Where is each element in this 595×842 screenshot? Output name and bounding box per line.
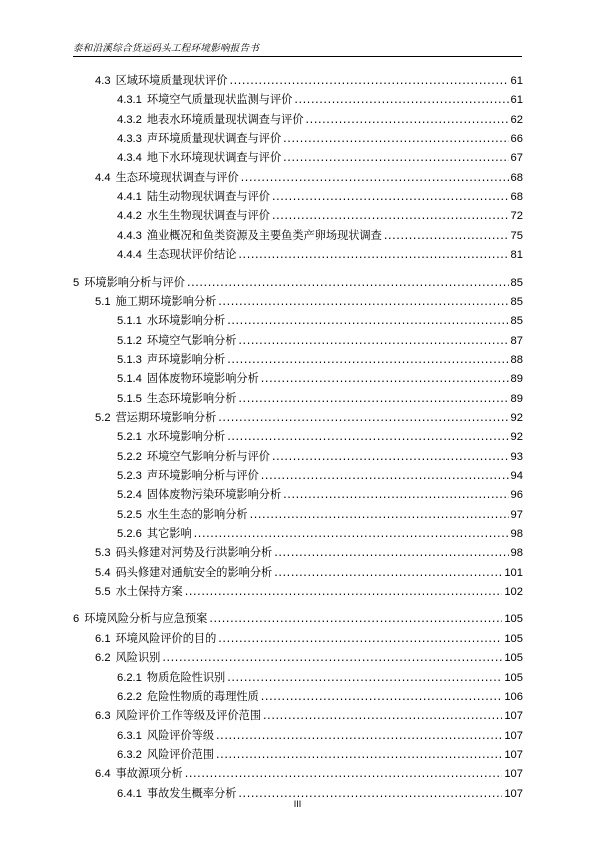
toc-entry-number: 4.4 [95, 171, 111, 184]
toc-entry-page: 61 [510, 75, 523, 87]
toc-entry-title: 水生生物现状调查与评价 [146, 209, 270, 223]
toc-entry-4-4-2[interactable] [117, 207, 523, 225]
toc-entry-number: 5.1.2 [117, 334, 142, 347]
toc-entry-title: 事故发生概率分析 [146, 786, 237, 800]
toc-entry-title: 风险评价范围 [146, 747, 215, 761]
toc-entry-title: 地下水环境现状调查与评价 [146, 151, 282, 165]
toc-entry-5-4[interactable] [95, 564, 523, 582]
toc-entry-5-5[interactable] [95, 583, 523, 601]
toc-entry-number: 5.3 [95, 547, 111, 560]
toc-entry-page: 107 [504, 768, 523, 781]
toc-entry-5-1[interactable] [95, 293, 523, 311]
toc-entry-title: 声环境影响分析 [146, 352, 226, 366]
toc-entry-title: 固体废物污染环境影响分析 [146, 488, 282, 502]
toc-entry-number: 6 [73, 613, 80, 626]
toc-entry-number: 6.2 [95, 652, 111, 665]
toc-entry-page: 107 [504, 787, 523, 800]
toc-entry-5-2-3[interactable] [117, 467, 523, 485]
dot-leader [384, 227, 509, 245]
dot-leader [261, 688, 503, 706]
toc-entry-page: 68 [510, 171, 523, 184]
dot-leader [272, 448, 509, 466]
dot-leader [229, 72, 508, 90]
toc-entry-5-2-4[interactable] [117, 486, 523, 504]
toc-entry-number: 4.4.3 [117, 229, 142, 242]
toc-entry-number: 5.1.5 [117, 392, 142, 405]
toc-entry-5-2-1[interactable] [117, 428, 523, 446]
dot-leader [261, 467, 509, 485]
toc-entry-number: 5.2.6 [117, 528, 142, 541]
toc-entry-page: 92 [510, 431, 523, 444]
toc-entry-5-3[interactable] [95, 544, 523, 562]
toc-entry-number: 5.1.1 [117, 315, 142, 328]
toc-entry-page: 98 [510, 528, 523, 541]
toc-entry-title: 营运期环境影响分析 [115, 410, 217, 424]
toc-entry-number: 6.2.2 [117, 690, 142, 703]
toc-entry-4-4-4[interactable] [117, 246, 523, 264]
toc-entry-page: 85 [510, 315, 523, 328]
toc-entry-number: 5.2 [95, 411, 111, 424]
dot-leader [194, 525, 509, 543]
toc-entry-page: 62 [510, 113, 523, 126]
header-rule [73, 56, 522, 57]
toc-entry-number: 6.4 [95, 768, 111, 781]
toc-entry-number: 5.2.1 [117, 431, 142, 444]
toc-entry-5-2-5[interactable] [117, 506, 523, 524]
page-number: III [293, 799, 302, 809]
toc-entry-number: 5 [73, 276, 80, 289]
dot-leader [241, 169, 509, 187]
toc-entry-6-3-2[interactable] [117, 746, 523, 764]
toc-entry-number: 5.1 [95, 295, 111, 308]
toc-entry-title: 地表水环境质量现状调查与评价 [146, 112, 304, 126]
toc-entry-6-3[interactable] [95, 707, 523, 725]
toc-entry-number: 4.4.4 [117, 249, 142, 262]
toc-entry-title: 生态环境影响分析 [146, 391, 237, 405]
toc-entry-number: 6.3.2 [117, 748, 142, 761]
toc-entry-5-2-2[interactable] [117, 448, 523, 466]
toc-entry-title: 环境空气影响分析 [146, 333, 237, 347]
toc-entry-number: 4.4.1 [117, 191, 142, 204]
dot-leader [162, 649, 502, 667]
toc-entry-number: 5.1.3 [117, 353, 142, 366]
toc-entry-number: 4.3.4 [117, 152, 142, 165]
toc-entry-6-2-2[interactable] [117, 688, 523, 706]
running-header: 泰和沿溪综合货运码头工程环境影响报告书 [73, 43, 260, 54]
toc-entry-title: 其它影响 [146, 527, 192, 541]
toc-entry-title: 风险评价工作等级及评价范围 [115, 709, 262, 723]
dot-leader [274, 564, 502, 582]
toc-entry-4-3[interactable] [95, 72, 523, 90]
toc-entry-number: 5.5 [95, 586, 111, 599]
dot-leader [272, 188, 509, 206]
toc-entry-title: 生态现状评价结论 [146, 248, 237, 262]
toc-entry-6-3-1[interactable] [117, 727, 523, 745]
toc-entry-4-3-4[interactable] [117, 149, 523, 167]
toc-entry-title: 区域环境质量现状评价 [115, 74, 228, 87]
toc-entry-title: 水环境影响分析 [146, 430, 226, 444]
toc-entry-page: 105 [504, 652, 523, 665]
toc-entry-title: 物质危险性识别 [146, 670, 226, 684]
toc-entry-6[interactable] [73, 610, 523, 628]
dot-leader [238, 246, 508, 264]
toc-entry-number: 4.3.3 [117, 133, 142, 146]
toc-entry-number: 4.3 [95, 75, 111, 87]
dot-leader [283, 130, 508, 148]
toc-entry-number: 6.4.1 [117, 787, 142, 800]
dot-leader [283, 149, 508, 167]
toc-entry-5-1-4[interactable] [117, 370, 523, 388]
dot-leader [263, 707, 502, 725]
toc-entry-page: 85 [510, 295, 523, 308]
toc-entry-title: 环境风险分析与应急预案 [84, 612, 208, 626]
toc-entry-5[interactable] [73, 274, 523, 292]
toc-entry-4-3-3[interactable] [117, 130, 523, 148]
toc-entry-title: 风险评价等级 [146, 728, 215, 742]
dot-leader [261, 370, 509, 388]
toc-entry-number: 5.1.4 [117, 373, 142, 386]
toc-entry-page: 106 [504, 690, 523, 703]
toc-entry-4-4[interactable] [95, 169, 523, 187]
toc-entry-page: 66 [510, 133, 523, 146]
dot-leader [185, 765, 503, 783]
toc-entry-title: 码头修建对河势及行洪影响分析 [115, 546, 273, 560]
toc-entry-4-3-1[interactable] [117, 91, 523, 109]
toc-entry-number: 6.2.1 [117, 671, 142, 684]
dot-leader [294, 91, 508, 109]
toc-entry-number: 5.2.4 [117, 489, 142, 502]
toc-entry-number: 5.2.3 [117, 470, 142, 482]
toc-entry-5-1-1[interactable] [117, 312, 523, 330]
dot-leader [209, 610, 502, 628]
toc-entry-page: 68 [510, 191, 523, 204]
toc-entry-number: 5.4 [95, 566, 111, 579]
toc-entry-title: 水环境影响分析 [146, 314, 226, 328]
toc-entry-title: 生态环境现状调查与评价 [115, 170, 239, 184]
toc-entry-5-2-6[interactable] [117, 525, 523, 543]
dot-leader [227, 312, 508, 330]
toc-entry-4-3-2[interactable] [117, 111, 523, 129]
toc-entry-number: 6.3 [95, 710, 111, 723]
toc-entry-page: 94 [510, 470, 523, 482]
toc-entry-number: 4.3.1 [117, 94, 142, 107]
dot-leader [218, 630, 502, 648]
toc-entry-4-4-3[interactable] [117, 227, 523, 245]
toc-entry-title: 施工期环境影响分析 [115, 294, 217, 308]
dot-leader [216, 727, 502, 745]
toc-entry-number: 6.3.1 [117, 729, 142, 742]
toc-entry-page: 102 [504, 586, 523, 599]
toc-entry-page: 105 [504, 671, 523, 684]
toc-entry-page: 75 [510, 229, 523, 242]
dot-leader [218, 409, 508, 427]
toc-entry-page: 81 [510, 249, 523, 262]
toc-entry-number: 4.4.2 [117, 210, 142, 223]
dot-leader [227, 669, 502, 687]
toc-entry-number: 6.1 [95, 632, 111, 645]
toc-entry-page: 97 [510, 508, 523, 521]
toc-entry-page: 93 [510, 450, 523, 463]
dot-leader [238, 390, 508, 408]
dot-leader [283, 486, 508, 504]
dot-leader [274, 544, 508, 562]
dot-leader [187, 274, 509, 292]
toc-entry-page: 87 [510, 334, 523, 347]
dot-leader [272, 207, 509, 225]
toc-entry-page: 107 [504, 748, 523, 761]
toc-entry-4-4-1[interactable] [117, 188, 523, 206]
toc-entry-6-4[interactable] [95, 765, 523, 783]
toc-entry-5-1-3[interactable] [117, 351, 523, 369]
dot-leader [216, 746, 502, 764]
toc-entry-number: 5.2.2 [117, 450, 142, 463]
toc-entry-page: 72 [510, 210, 523, 223]
toc-entry-title: 事故源项分析 [115, 767, 183, 781]
toc-entry-title: 水生生态的影响分析 [146, 507, 248, 521]
toc-entry-page: 96 [510, 489, 523, 502]
toc-entry-title: 环境影响分析与评价 [84, 275, 185, 289]
toc-entry-page: 98 [510, 547, 523, 560]
toc-entry-number: 4.3.2 [117, 113, 142, 126]
toc-entry-page: 105 [504, 632, 523, 645]
toc-entry-5-2[interactable] [95, 409, 523, 427]
toc-entry-5-1-5[interactable] [117, 390, 523, 408]
toc-entry-title: 风险识别 [115, 651, 161, 665]
toc-entry-page: 85 [510, 276, 523, 289]
toc-entry-title: 码头修建对通航安全的影响分析 [115, 565, 273, 579]
dot-leader [185, 583, 503, 601]
toc-entry-title: 渔业概况和鱼类资源及主要鱼类产卵场现状调查 [146, 228, 382, 242]
toc-entry-6-2[interactable] [95, 649, 523, 667]
toc-entry-title: 声环境影响分析与评价 [146, 469, 259, 482]
toc-entry-number: 5.2.5 [117, 508, 142, 521]
toc-entry-page: 107 [504, 729, 523, 742]
toc-entry-title: 危险性物质的毒理性质 [146, 689, 259, 703]
toc-entry-title: 固体废物环境影响分析 [146, 372, 259, 386]
dot-leader [218, 293, 508, 311]
toc-entry-page: 92 [510, 411, 523, 424]
toc-entry-title: 水土保持方案 [115, 585, 183, 599]
dot-leader [238, 332, 508, 350]
toc-entry-page: 67 [510, 152, 523, 165]
toc-entry-6-2-1[interactable] [117, 669, 523, 687]
toc-entry-page: 107 [504, 710, 523, 723]
toc-entry-5-1-2[interactable] [117, 332, 523, 350]
toc-entry-title: 陆生动物现状调查与评价 [146, 190, 270, 204]
toc-entry-page: 61 [510, 94, 523, 107]
toc-entry-page: 105 [504, 613, 523, 626]
toc-entry-page: 89 [510, 392, 523, 405]
dot-leader [227, 351, 508, 369]
toc-entry-title: 声环境质量现状调查与评价 [146, 132, 282, 146]
toc-entry-page: 89 [510, 373, 523, 386]
dot-leader [306, 111, 509, 129]
toc-entry-title: 环境空气影响分析与评价 [146, 449, 270, 463]
toc-entry-title: 环境风险评价的目的 [115, 631, 217, 645]
toc-entry-title: 环境空气质量现状监测与评价 [146, 93, 293, 107]
toc-entry-page: 101 [504, 566, 523, 579]
toc-entry-6-1[interactable] [95, 630, 523, 648]
dot-leader [227, 428, 508, 446]
toc-entry-page: 88 [510, 353, 523, 366]
dot-leader [250, 506, 509, 524]
